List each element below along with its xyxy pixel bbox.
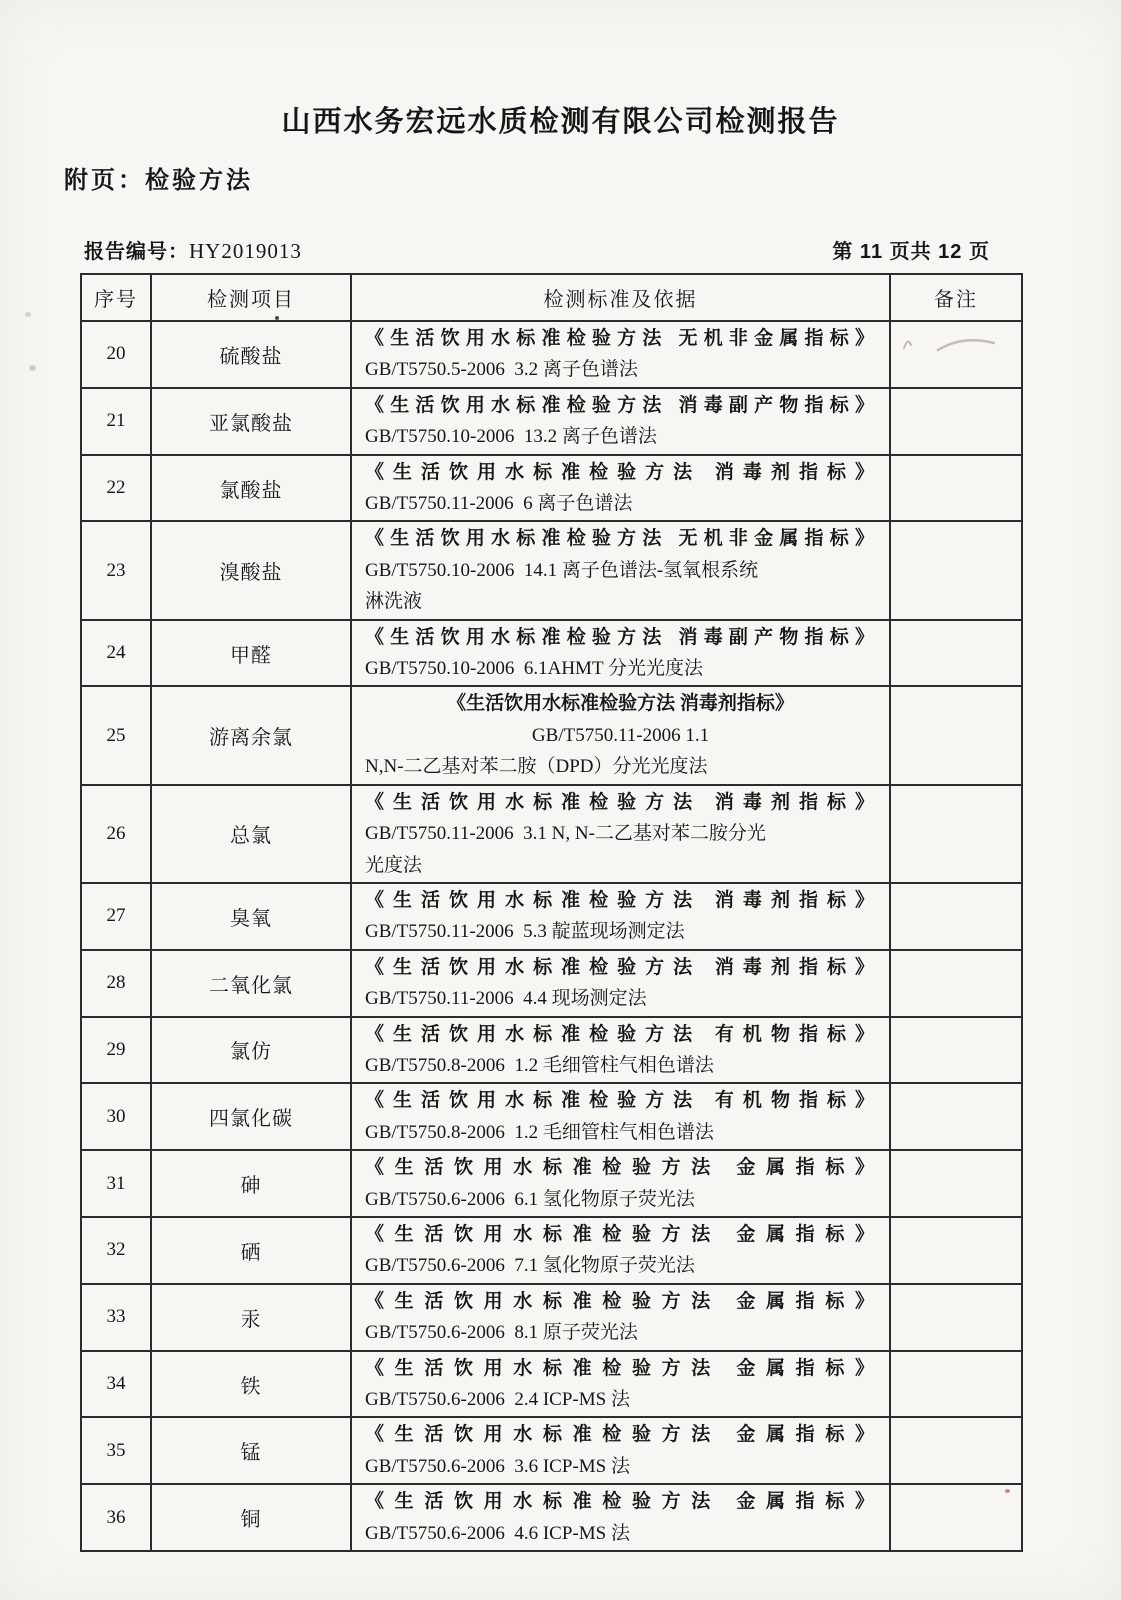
col-header-test-item: 检测项目 bbox=[151, 274, 351, 321]
table-row bbox=[81, 883, 1022, 950]
standard-line: 《生活饮用水标准检验方法 有机物指标》 bbox=[365, 1023, 876, 1045]
test-item-cell: 铁 bbox=[151, 1351, 351, 1418]
standard-basis-cell bbox=[351, 1351, 890, 1418]
page-indicator: 第 11 页共 12 页 bbox=[832, 241, 990, 263]
table-row bbox=[81, 1484, 1022, 1551]
standard-line: GB/T5750.10-2006 6.1AHMT 分光光度法 bbox=[365, 658, 703, 680]
report-number-label: 报告编号： bbox=[84, 241, 189, 263]
standard-line: GB/T5750.6-2006 3.6 ICP-MS 法 bbox=[365, 1455, 630, 1477]
test-item-cell: 游离余氯 bbox=[151, 686, 351, 784]
standard-line: GB/T5750.10-2006 13.2 离子色谱法 bbox=[365, 426, 657, 448]
standard-basis-cell bbox=[351, 785, 890, 883]
standard-basis-cell bbox=[351, 1484, 890, 1551]
remark-cell bbox=[890, 950, 1022, 1017]
test-item-cell: 铜 bbox=[151, 1484, 351, 1551]
serial-no-cell: 24 bbox=[81, 620, 151, 687]
test-item-cell: 臭氧 bbox=[151, 883, 351, 950]
serial-no-cell: 21 bbox=[81, 388, 151, 455]
standard-line: 《生活饮用水标准检验方法 金属指标》 bbox=[365, 1223, 876, 1245]
standard-basis-cell bbox=[351, 1017, 890, 1084]
standard-basis-cell bbox=[351, 950, 890, 1017]
serial-no-cell: 36 bbox=[81, 1484, 151, 1551]
appendix-subtitle: 附页：检验方法 bbox=[64, 167, 253, 194]
test-item-cell: 亚氯酸盐 bbox=[151, 388, 351, 455]
table-row bbox=[81, 1417, 1022, 1484]
standard-line: 《生活饮用水标准检验方法 消毒剂指标》 bbox=[365, 889, 876, 911]
standard-line: 《生活饮用水标准检验方法 消毒剂指标》 bbox=[447, 693, 794, 715]
remark-cell bbox=[890, 1484, 1022, 1551]
remark-cell bbox=[890, 1083, 1022, 1150]
standard-line: GB/T5750.11-2006 6 离子色谱法 bbox=[365, 493, 633, 515]
standard-line: GB/T5750.6-2006 4.6 ICP-MS 法 bbox=[365, 1522, 630, 1544]
page-title: 山西水务宏远水质检测有限公司检测报告 bbox=[281, 106, 840, 138]
standard-line: 《生活饮用水标准检验方法 消毒剂指标》 bbox=[365, 791, 876, 813]
remark-cell bbox=[890, 1217, 1022, 1284]
standard-line: 《生活饮用水标准检验方法 金属指标》 bbox=[365, 1424, 876, 1446]
serial-no-cell: 25 bbox=[81, 686, 151, 784]
scan-speck bbox=[29, 365, 36, 371]
serial-no-cell: 33 bbox=[81, 1284, 151, 1351]
standard-basis-cell bbox=[351, 1217, 890, 1284]
test-item-cell: 砷 bbox=[151, 1150, 351, 1217]
table-row bbox=[81, 620, 1022, 687]
remark-cell bbox=[890, 785, 1022, 883]
standard-line: GB/T5750.6-2006 6.1 氢化物原子荧光法 bbox=[365, 1188, 695, 1210]
serial-no-cell: 26 bbox=[81, 785, 151, 883]
table-row bbox=[81, 1017, 1022, 1084]
test-item-cell: 锰 bbox=[151, 1417, 351, 1484]
standard-line: 《生活饮用水标准检验方法 无机非金属指标》 bbox=[365, 528, 876, 550]
standard-line: GB/T5750.11-2006 3.1 N, N-二乙基对苯二胺分光 bbox=[365, 823, 766, 845]
col-header-serial-no: 序号 bbox=[81, 274, 151, 321]
remark-cell bbox=[890, 1351, 1022, 1418]
table-row bbox=[81, 950, 1022, 1017]
standard-line: 《生活饮用水标准检验方法 有机物指标》 bbox=[365, 1090, 876, 1112]
test-item-cell: 氯仿 bbox=[151, 1017, 351, 1084]
standard-basis-cell bbox=[351, 620, 890, 687]
standard-basis-cell bbox=[351, 521, 890, 619]
serial-no-cell: 23 bbox=[81, 521, 151, 619]
standard-line: 《生活饮用水标准检验方法 消毒副产物指标》 bbox=[365, 394, 876, 416]
standard-line: 光度法 bbox=[365, 854, 423, 876]
report-number bbox=[84, 235, 302, 264]
standard-line: 《生活饮用水标准检验方法 金属指标》 bbox=[365, 1290, 876, 1312]
remark-cell bbox=[890, 1417, 1022, 1484]
test-item-cell: 硫酸盐 bbox=[151, 321, 351, 388]
standard-line: GB/T5750.11-2006 1.1 bbox=[531, 724, 710, 746]
standard-basis-cell bbox=[351, 883, 890, 950]
standard-line: GB/T5750.6-2006 7.1 氢化物原子荧光法 bbox=[365, 1255, 695, 1277]
remark-cell bbox=[890, 455, 1022, 522]
standard-basis-cell bbox=[351, 1150, 890, 1217]
standard-line: GB/T5750.8-2006 1.2 毛细管柱气相色谱法 bbox=[365, 1054, 714, 1076]
standard-line: 《生活饮用水标准检验方法 金属指标》 bbox=[365, 1357, 876, 1379]
standard-line: GB/T5750.11-2006 5.3 靛蓝现场测定法 bbox=[365, 921, 685, 943]
test-item-cell: 溴酸盐 bbox=[151, 521, 351, 619]
report-number-value: HY2019013 bbox=[189, 239, 302, 263]
test-item-cell: 二氧化氯 bbox=[151, 950, 351, 1017]
serial-no-cell: 34 bbox=[81, 1351, 151, 1418]
remark-cell bbox=[890, 521, 1022, 619]
remark-cell bbox=[890, 388, 1022, 455]
remark-cell bbox=[890, 1017, 1022, 1084]
serial-no-cell: 20 bbox=[81, 321, 151, 388]
standard-line: GB/T5750.6-2006 2.4 ICP-MS 法 bbox=[365, 1389, 630, 1410]
standard-line: 《生活饮用水标准检验方法 金属指标》 bbox=[365, 1157, 876, 1179]
table-row bbox=[81, 1284, 1022, 1351]
standard-line: GB/T5750.8-2006 1.2 毛细管柱气相色谱法 bbox=[365, 1121, 714, 1143]
table-row bbox=[81, 1150, 1022, 1217]
col-header-remark: 备注 bbox=[890, 274, 1022, 321]
test-item-cell: 硒 bbox=[151, 1217, 351, 1284]
standard-line: 《生活饮用水标准检验方法 消毒副产物指标》 bbox=[365, 626, 876, 648]
standard-basis-cell bbox=[351, 686, 890, 784]
standard-basis-cell bbox=[351, 1417, 890, 1484]
standard-basis-cell bbox=[351, 1083, 890, 1150]
standard-basis-cell bbox=[351, 1284, 890, 1351]
standard-line: 《生活饮用水标准检验方法 金属指标》 bbox=[365, 1491, 876, 1513]
scan-speck bbox=[25, 312, 31, 317]
serial-no-cell: 35 bbox=[81, 1417, 151, 1484]
standard-basis-cell bbox=[351, 455, 890, 522]
remark-cell bbox=[890, 686, 1022, 784]
standard-line: N,N-二乙基对苯二胺（DPD）分光光度法 bbox=[365, 756, 708, 778]
serial-no-cell: 32 bbox=[81, 1217, 151, 1284]
remark-cell bbox=[890, 883, 1022, 950]
serial-no-cell: 27 bbox=[81, 883, 151, 950]
test-item-cell: 四氯化碳 bbox=[151, 1083, 351, 1150]
remark-cell bbox=[890, 620, 1022, 687]
report-meta-row bbox=[84, 236, 990, 264]
test-item-cell: 氯酸盐 bbox=[151, 455, 351, 522]
standard-line: 淋洗液 bbox=[365, 591, 423, 613]
table-row bbox=[81, 321, 1022, 388]
table-row bbox=[81, 388, 1022, 455]
standard-line: GB/T5750.11-2006 4.4 现场测定法 bbox=[365, 988, 647, 1010]
table-header-row bbox=[81, 274, 1022, 321]
table-row bbox=[81, 521, 1022, 619]
remark-cell bbox=[890, 321, 1022, 388]
remark-cell bbox=[890, 1284, 1022, 1351]
table-row bbox=[81, 686, 1022, 784]
test-item-cell: 甲醛 bbox=[151, 620, 351, 687]
standard-line: 《生活饮用水标准检验方法 无机非金属指标》 bbox=[365, 328, 876, 349]
serial-no-cell: 28 bbox=[81, 950, 151, 1017]
standard-line: GB/T5750.10-2006 14.1 离子色谱法-氢氧根系统 bbox=[365, 559, 759, 581]
remark-cell bbox=[890, 1150, 1022, 1217]
serial-no-cell: 30 bbox=[81, 1083, 151, 1150]
methods-table-body bbox=[81, 321, 1022, 1551]
test-item-cell: 总氯 bbox=[151, 785, 351, 883]
table-row bbox=[81, 1217, 1022, 1284]
table-row bbox=[81, 455, 1022, 522]
standard-basis-cell bbox=[351, 388, 890, 455]
serial-no-cell: 22 bbox=[81, 455, 151, 522]
col-header-standard-basis: 检测标准及依据 bbox=[351, 274, 890, 321]
standard-line: GB/T5750.6-2006 8.1 原子荧光法 bbox=[365, 1322, 638, 1344]
table-row bbox=[81, 785, 1022, 883]
test-methods-table bbox=[80, 273, 1023, 1552]
serial-no-cell: 29 bbox=[81, 1017, 151, 1084]
serial-no-cell: 31 bbox=[81, 1150, 151, 1217]
table-row bbox=[81, 1083, 1022, 1150]
test-item-cell: 汞 bbox=[151, 1284, 351, 1351]
table-row bbox=[81, 1351, 1022, 1418]
standard-basis-cell bbox=[351, 321, 890, 388]
standard-line: GB/T5750.5-2006 3.2 离子色谱法 bbox=[365, 359, 638, 381]
standard-line: 《生活饮用水标准检验方法 消毒剂指标》 bbox=[365, 956, 876, 978]
standard-line: 《生活饮用水标准检验方法 消毒剂指标》 bbox=[365, 461, 876, 483]
